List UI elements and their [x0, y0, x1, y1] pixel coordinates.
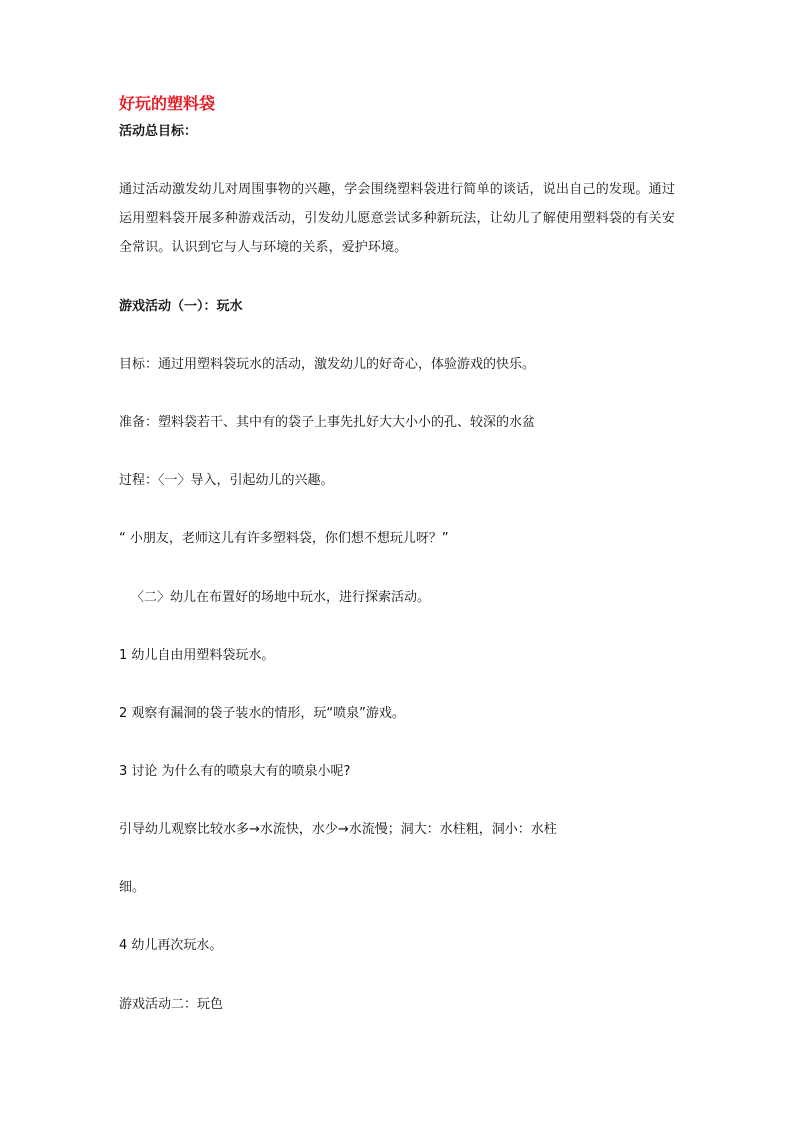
game1-step-two: 〈二〉幼儿在布置好的场地中玩水，进行探索活动。 [131, 590, 431, 605]
guide-text-line-1: 引导幼儿观察比较水多→水流快，水少→水流慢；洞大：水柱粗，洞小：水柱 [119, 822, 557, 837]
game2-heading: 游戏活动二：玩色 [119, 997, 224, 1012]
list-item-2: 2 观察有漏洞的袋子装水的情形，玩“喷泉”游戏。 [119, 706, 405, 721]
list-item-3: 3 讨论 为什么有的喷泉大有的喷泉小呢? [119, 764, 351, 779]
guide-text-line-2: 细。 [119, 880, 146, 895]
teacher-quote: “ 小朋友，老师这儿有许多塑料袋，你们想不想玩儿呀？” [119, 531, 449, 546]
game1-goal: 目标：通过用塑料袋玩水的活动，激发幼儿的好奇心，体验游戏的快乐。 [119, 357, 536, 372]
goal-paragraph: 通过活动激发幼儿对周围事物的兴趣，学会围绕塑料袋进行简单的谈话，说出自己的发现。通过运用塑料袋开展多种游戏活动，引发幼儿愿意尝试多种新玩法，让幼儿了解使用塑料袋的有关安全常识。认识到它与人与环境的关系，爱护环境。 [119, 182, 675, 255]
game1-heading: 游戏活动（一）：玩水 [119, 299, 243, 314]
game1-preparation: 准备：塑料袋若干、其中有的袋子上事先扎好大大小小的孔、较深的水盆 [119, 415, 536, 430]
goal-heading: 活动总目标： [119, 124, 198, 139]
list-item-1: 1 幼儿自由用塑料袋玩水。 [119, 648, 275, 663]
list-item-4: 4 幼儿再次玩水。 [119, 938, 223, 953]
game1-process: 过程：〈一〉导入，引起幼儿的兴趣。 [119, 473, 334, 488]
document-title: 好玩的塑料袋 [119, 94, 216, 113]
